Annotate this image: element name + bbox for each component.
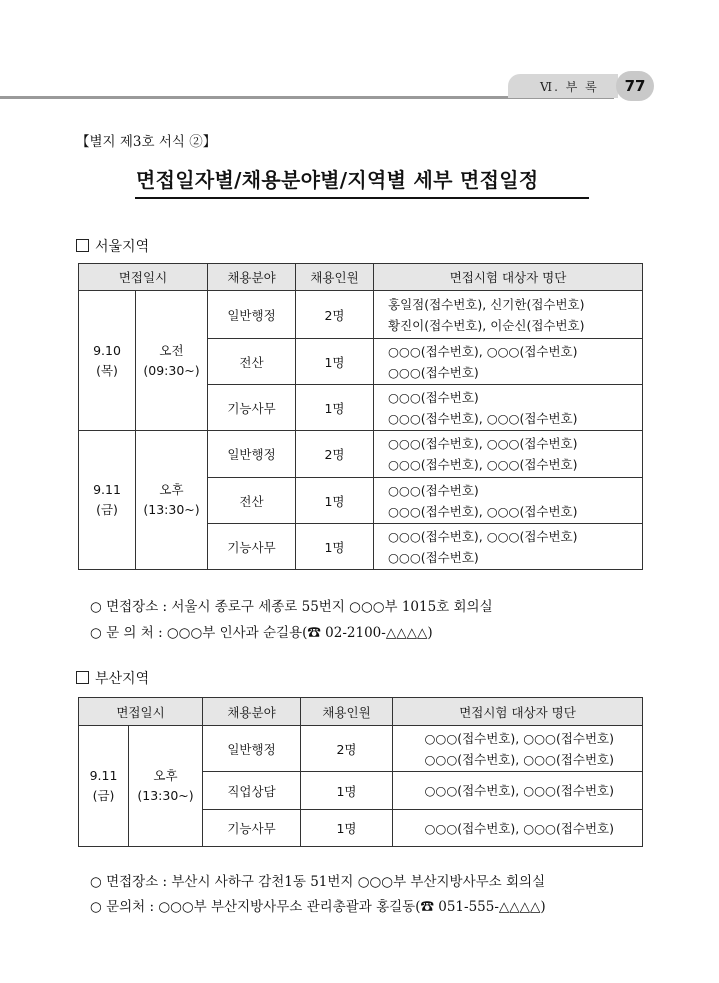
- region-busan-heading: 부산지역: [76, 668, 149, 688]
- page-title: 면접일자별/채용분야별/지역별 세부 면접일정: [136, 168, 539, 192]
- field-cell: 기능사무: [208, 385, 296, 431]
- date-cell: 9.11 (금): [79, 726, 129, 847]
- col-header-field: 채용분야: [208, 264, 296, 291]
- busan-schedule-table: [78, 697, 643, 847]
- table-row: [79, 431, 643, 478]
- region-seoul-heading: 서울지역: [76, 236, 149, 256]
- col-header-datetime: 면접일시: [79, 264, 208, 291]
- checkbox-square-icon: [76, 239, 89, 252]
- seoul-schedule-table: [78, 263, 643, 570]
- count-cell: 1명: [301, 810, 393, 847]
- col-header-names: 면접시험 대상자 명단: [374, 264, 643, 291]
- field-cell: 일반행정: [208, 431, 296, 478]
- col-header-field: 채용분야: [203, 698, 301, 726]
- form-label: 【별지 제3호 서식 ②】: [76, 134, 217, 150]
- field-cell: 기능사무: [203, 810, 301, 847]
- col-header-datetime: 면접일시: [79, 698, 203, 726]
- section-label: Ⅵ. 부 록: [540, 80, 599, 94]
- count-cell: 1명: [301, 772, 393, 810]
- names-cell: ○○○(접수번호), ○○○(접수번호) ○○○(접수번호), ○○○(접수번호): [374, 431, 643, 478]
- col-header-count: 채용인원: [301, 698, 393, 726]
- col-header-names: 면접시험 대상자 명단: [393, 698, 643, 726]
- date-cell: 9.10 (목): [79, 291, 136, 431]
- names-cell: ○○○(접수번호), ○○○(접수번호) ○○○(접수번호), ○○○(접수번호): [393, 726, 643, 772]
- names-cell: 홍일점(접수번호), 신기한(접수번호) 황진이(접수번호), 이순신(접수번호): [374, 291, 643, 339]
- time-cell: 오후 (13:30~): [129, 726, 203, 847]
- names-cell: ○○○(접수번호), ○○○(접수번호): [393, 810, 643, 847]
- checkbox-square-icon: [76, 671, 89, 684]
- count-cell: 2명: [296, 291, 374, 339]
- title-underline: [135, 197, 589, 199]
- names-cell: ○○○(접수번호), ○○○(접수번호) ○○○(접수번호): [374, 524, 643, 570]
- page-number: 77: [616, 71, 654, 101]
- names-cell: ○○○(접수번호), ○○○(접수번호) ○○○(접수번호): [374, 339, 643, 385]
- time-cell: 오후 (13:30~): [136, 431, 208, 570]
- field-cell: 기능사무: [208, 524, 296, 570]
- count-cell: 1명: [296, 339, 374, 385]
- table-header-row: [79, 698, 643, 726]
- field-cell: 일반행정: [208, 291, 296, 339]
- count-cell: 2명: [296, 431, 374, 478]
- count-cell: 1명: [296, 478, 374, 524]
- col-header-count: 채용인원: [296, 264, 374, 291]
- field-cell: 일반행정: [203, 726, 301, 772]
- field-cell: 전산: [208, 478, 296, 524]
- field-cell: 직업상담: [203, 772, 301, 810]
- field-cell: 전산: [208, 339, 296, 385]
- time-cell: 오전 (09:30~): [136, 291, 208, 431]
- seoul-contact-note: ○ 문 의 처 : ○○○부 인사과 순길용(☎ 02-2100-△△△△): [90, 625, 433, 641]
- names-cell: ○○○(접수번호) ○○○(접수번호), ○○○(접수번호): [374, 478, 643, 524]
- busan-contact-note: ○ 문의처 : ○○○부 부산지방사무소 관리총괄과 홍길동(☎ 051-555-△△△△): [90, 899, 546, 915]
- count-cell: 2명: [301, 726, 393, 772]
- names-cell: ○○○(접수번호) ○○○(접수번호), ○○○(접수번호): [374, 385, 643, 431]
- date-cell: 9.11 (금): [79, 431, 136, 570]
- table-row: [79, 291, 643, 339]
- table-row: [79, 726, 643, 772]
- names-cell: ○○○(접수번호), ○○○(접수번호): [393, 772, 643, 810]
- seoul-location-note: ○ 면접장소 : 서울시 종로구 세종로 55번지 ○○○부 1015호 회의실: [90, 599, 493, 615]
- busan-location-note: ○ 면접장소 : 부산시 사하구 감천1동 51번지 ○○○부 부산지방사무소 회의실: [90, 874, 546, 890]
- count-cell: 1명: [296, 524, 374, 570]
- table-header-row: [79, 264, 643, 291]
- count-cell: 1명: [296, 385, 374, 431]
